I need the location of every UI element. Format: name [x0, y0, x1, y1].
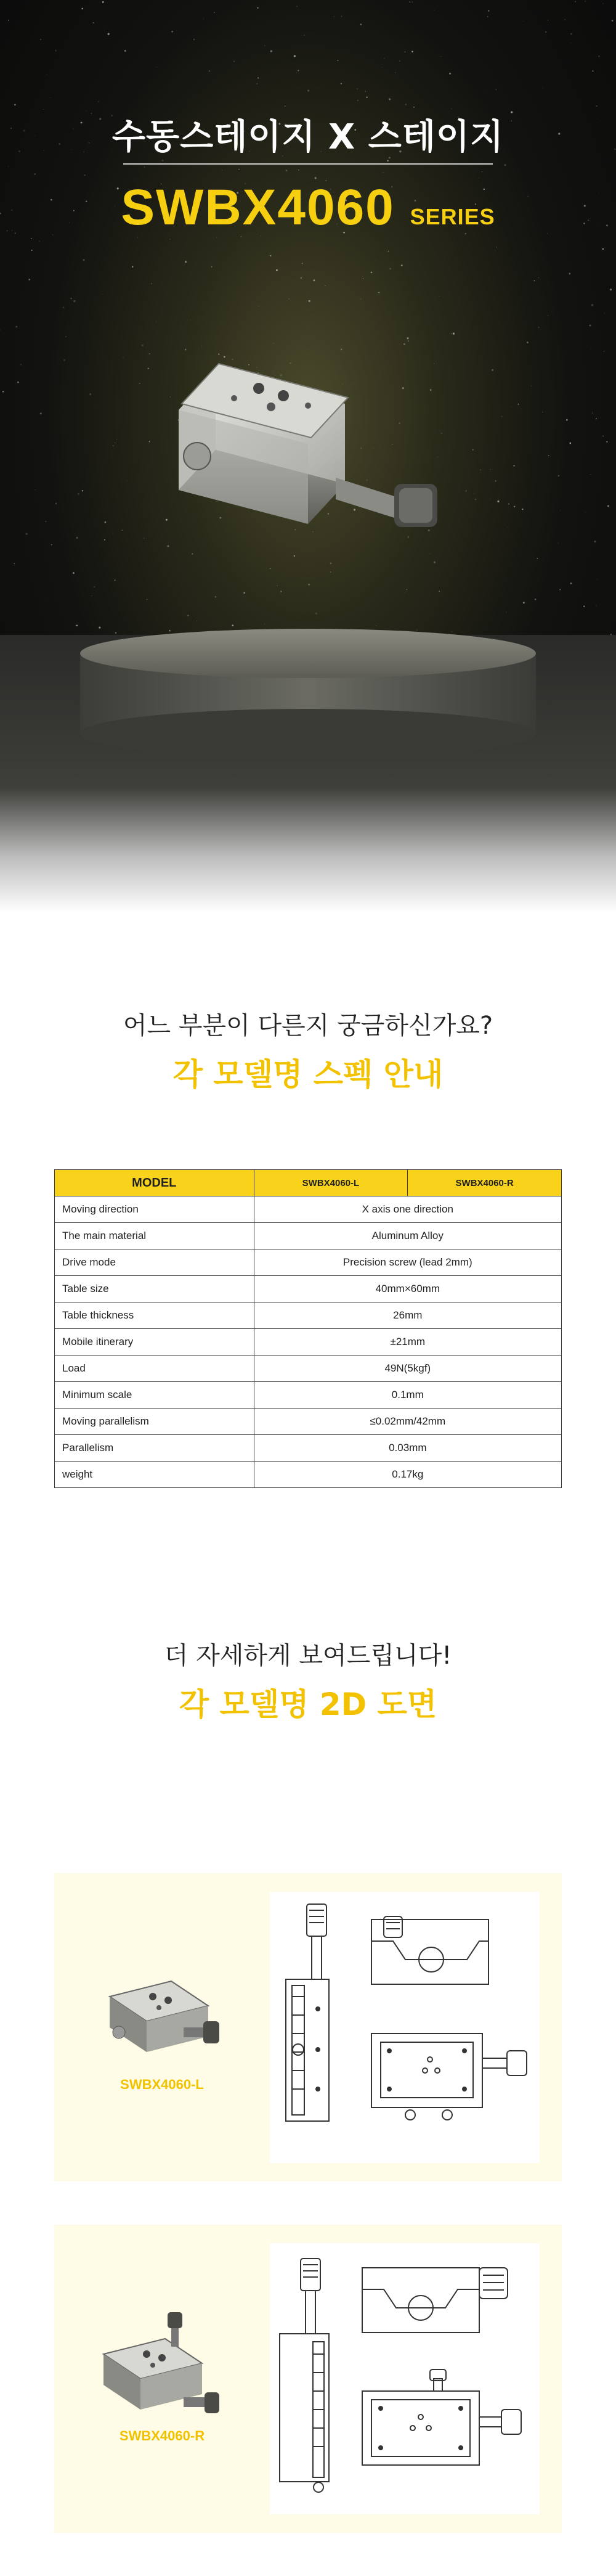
star — [156, 67, 157, 68]
spec-section-header — [0, 1006, 616, 1094]
spec-value: X axis one direction — [254, 1196, 561, 1223]
star — [389, 268, 391, 270]
star — [294, 55, 296, 57]
spec-value: Aluminum Alloy — [254, 1223, 561, 1249]
star — [55, 50, 57, 52]
star — [504, 164, 506, 166]
table-row — [55, 1382, 562, 1409]
star — [384, 58, 385, 59]
spec-value: 0.03mm — [254, 1435, 561, 1462]
star — [548, 315, 549, 316]
star — [15, 326, 17, 328]
star — [603, 3, 604, 4]
star — [449, 73, 451, 75]
star — [0, 330, 1, 331]
star — [270, 255, 271, 256]
star — [401, 264, 403, 266]
star — [200, 319, 201, 320]
spec-value: Precision screw (lead 2mm) — [254, 1249, 561, 1276]
star — [407, 337, 408, 339]
star — [84, 174, 86, 176]
spec-table — [54, 1169, 562, 1488]
table-row — [55, 1435, 562, 1462]
star — [570, 33, 572, 35]
technical-drawing-panel-l — [270, 1892, 540, 2163]
star — [494, 279, 495, 280]
star — [298, 170, 299, 171]
technical-drawing-r — [270, 2243, 540, 2514]
star — [527, 341, 529, 343]
table-row — [55, 1249, 562, 1276]
star — [604, 313, 605, 314]
star — [325, 285, 326, 286]
star — [211, 266, 213, 268]
star — [389, 98, 391, 100]
spec-value: 0.1mm — [254, 1382, 561, 1409]
star — [405, 104, 407, 105]
star — [301, 277, 302, 279]
star — [285, 105, 286, 107]
star — [14, 104, 16, 106]
star — [233, 60, 235, 62]
spec-value: ±21mm — [254, 1329, 561, 1355]
star — [366, 96, 368, 98]
table-row — [55, 1355, 562, 1382]
spec-label: Table thickness — [55, 1302, 254, 1329]
spec-section-title: 각 모델명 스펙 안내 — [172, 1057, 444, 1092]
spec-section-question: 어느 부분이 다른지 궁금하신가요? — [123, 1012, 493, 1040]
star — [103, 25, 104, 26]
star — [71, 298, 72, 299]
star — [162, 160, 164, 162]
hero-model-code: SWBX4060 — [121, 179, 395, 235]
star — [31, 250, 33, 251]
star — [341, 83, 342, 84]
drawing-section-header — [0, 1636, 616, 1724]
spec-value: 49N(5kgf) — [254, 1355, 561, 1382]
star — [411, 51, 413, 52]
star — [399, 60, 400, 62]
star — [302, 263, 303, 264]
star — [307, 90, 309, 92]
star — [365, 91, 366, 92]
hero-product-image — [0, 345, 616, 912]
star — [98, 101, 99, 102]
star — [40, 39, 41, 40]
star — [569, 272, 570, 274]
star — [8, 20, 9, 21]
star — [63, 306, 65, 308]
star — [257, 7, 258, 9]
star — [169, 239, 171, 240]
spec-label: The main material — [55, 1223, 254, 1249]
spec-table-body — [55, 1196, 562, 1488]
table-row — [55, 1302, 562, 1329]
star — [73, 300, 75, 302]
spec-label: Minimum scale — [55, 1382, 254, 1409]
drawing-caption-l: SWBX4060-L — [120, 2077, 204, 2092]
star — [360, 23, 362, 25]
star — [451, 108, 452, 109]
hero-title: 수동스테이지 X 스테이지 — [111, 117, 505, 157]
star — [309, 300, 310, 302]
star — [596, 105, 598, 107]
drawing-caption-r: SWBX4060-R — [119, 2428, 205, 2443]
star — [593, 70, 594, 72]
spec-label: Drive mode — [55, 1249, 254, 1276]
star — [381, 96, 382, 97]
star — [404, 51, 405, 52]
star — [257, 77, 259, 78]
star — [102, 1, 104, 3]
star — [575, 1, 576, 2]
spec-header-model-l: SWBX4060-L — [254, 1170, 408, 1196]
spec-header-model: MODEL — [55, 1170, 254, 1196]
star — [453, 333, 455, 335]
spec-table-header-row — [55, 1170, 562, 1196]
star — [209, 70, 211, 72]
star — [523, 21, 524, 22]
star — [264, 45, 265, 46]
product-photo-l — [85, 1960, 221, 2077]
hero-series-label: SERIES — [410, 204, 495, 229]
spec-value: 0.17kg — [254, 1462, 561, 1488]
star — [612, 20, 614, 22]
star — [270, 50, 272, 52]
product-photo-r — [85, 2311, 221, 2428]
star — [371, 272, 373, 274]
star — [496, 89, 497, 90]
star — [276, 269, 278, 271]
table-row — [55, 1276, 562, 1302]
star — [171, 31, 173, 33]
star — [151, 283, 152, 284]
table-row — [55, 1409, 562, 1435]
spec-value: 40mm×60mm — [254, 1276, 561, 1302]
star — [50, 97, 51, 98]
spec-label: Mobile itinerary — [55, 1329, 254, 1355]
star — [193, 39, 195, 41]
star — [357, 88, 358, 89]
star — [313, 279, 315, 281]
star — [337, 60, 338, 61]
drawing-section-title: 각 모델명 2D 도면 — [179, 1687, 437, 1722]
star — [83, 259, 85, 261]
drawing-section-question: 더 자세하게 보여드립니다! — [164, 1642, 452, 1670]
star — [81, 8, 83, 10]
star — [409, 1, 410, 2]
star — [383, 172, 384, 173]
star — [590, 325, 591, 327]
star — [610, 288, 612, 290]
star — [341, 16, 342, 17]
star — [294, 281, 295, 282]
spec-header-model-r: SWBX4060-R — [408, 1170, 562, 1196]
star — [238, 169, 239, 170]
star — [137, 237, 138, 238]
table-row — [55, 1329, 562, 1355]
star — [258, 305, 259, 306]
star — [203, 18, 204, 19]
technical-drawing-l — [270, 1892, 540, 2163]
star — [93, 22, 94, 23]
table-row — [55, 1462, 562, 1488]
star — [124, 50, 126, 52]
star — [387, 160, 389, 162]
star — [31, 238, 32, 239]
star — [488, 10, 490, 12]
drawing-card-r — [54, 2225, 562, 2533]
star — [216, 237, 217, 238]
spec-value: 26mm — [254, 1302, 561, 1329]
spec-label: Parallelism — [55, 1435, 254, 1462]
star — [545, 31, 546, 33]
hero-divider — [123, 163, 493, 165]
hero-model-name — [0, 179, 616, 237]
star — [144, 166, 145, 168]
star — [602, 248, 604, 250]
table-row — [55, 1223, 562, 1249]
star — [534, 280, 535, 282]
star — [538, 277, 539, 278]
star — [288, 298, 290, 300]
star — [591, 304, 593, 306]
star — [34, 174, 36, 175]
drawing-card-l — [54, 1873, 562, 2181]
spec-label: Table size — [55, 1276, 254, 1302]
star — [487, 16, 488, 17]
star — [451, 333, 452, 334]
spec-label: weight — [55, 1462, 254, 1488]
star — [273, 343, 274, 344]
star — [298, 70, 299, 72]
star — [538, 327, 539, 328]
star — [190, 320, 191, 321]
drawing-cards — [0, 1873, 616, 2533]
star — [185, 261, 187, 263]
star — [440, 56, 441, 57]
star — [381, 67, 382, 68]
star — [413, 107, 415, 108]
star — [408, 340, 409, 341]
table-row — [55, 1196, 562, 1223]
star — [65, 336, 67, 337]
star — [598, 55, 600, 57]
star — [108, 33, 110, 35]
star — [378, 292, 379, 293]
spec-label: Moving parallelism — [55, 1409, 254, 1435]
star — [132, 266, 134, 268]
hero-banner — [0, 0, 616, 912]
star — [286, 170, 288, 171]
spec-value: ≤0.02mm/42mm — [254, 1409, 561, 1435]
star — [357, 100, 359, 101]
technical-drawing-panel-r — [270, 2243, 540, 2514]
star — [28, 279, 30, 280]
star — [360, 299, 361, 300]
star — [565, 19, 566, 20]
star — [297, 6, 298, 7]
spec-label: Moving direction — [55, 1196, 254, 1223]
spec-label: Load — [55, 1355, 254, 1382]
